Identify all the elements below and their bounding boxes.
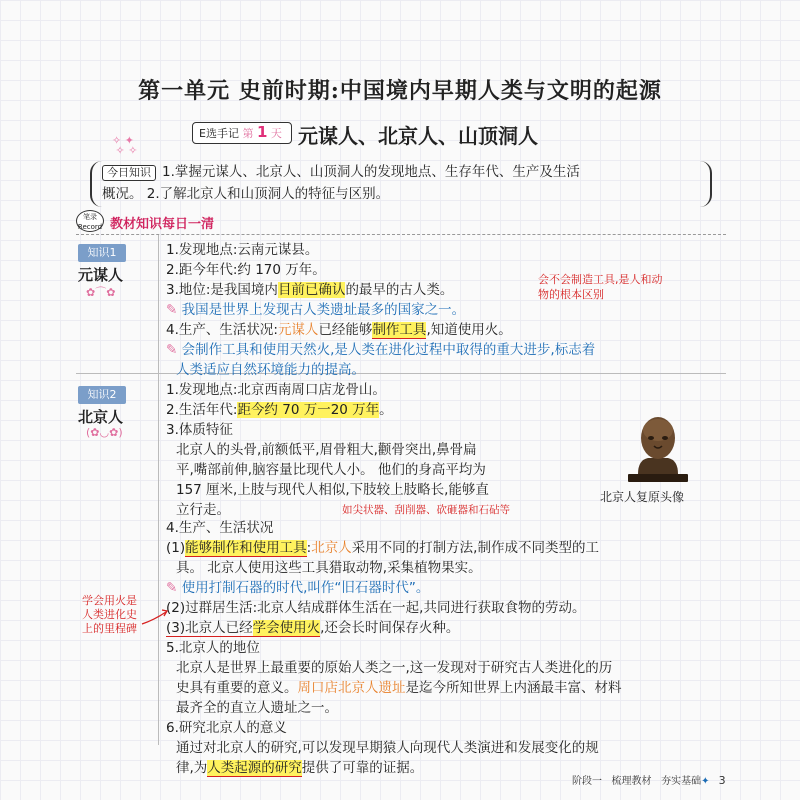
k2-line-8: 4.生产、生活状况 (166, 520, 274, 536)
footer-stage: 阶段一 (572, 776, 602, 787)
knowledge-tag-2: 知识2 (78, 386, 126, 404)
record-stamp-top: 笔录 (83, 213, 97, 221)
k1-line-5 (166, 320, 512, 340)
footer-section: 梳理教材 (611, 776, 652, 787)
k2-line-12: (2)过群居生活:北京人结成群体生活在一起,共同进行获取食物的劳动。 (166, 600, 586, 616)
k2-l20-highlight: 人类起源的研究 (207, 760, 302, 776)
k2-line-4: 北京人的头骨,前额低平,眉骨粗大,颧骨突出,鼻骨扁 (176, 442, 477, 458)
k2-l9-post: 采用不同的打制方法,制作成不同类型的工 (351, 540, 599, 556)
k2-l13-highlight: 学会使用火 (252, 620, 321, 636)
divider-dashed (76, 234, 726, 235)
side-annotation-3: 上的里程碑 (82, 622, 137, 635)
k2-line-6: 157 厘米,上肢与现代人相似,下肢较上肢略长,能够直 (176, 482, 489, 498)
star-icon: ✦ (701, 776, 710, 787)
k2-line-20 (176, 758, 423, 778)
page-number: 3 (718, 774, 726, 787)
k1-line-1: 1.发现地点:云南元谋县。 (166, 242, 319, 258)
k2-line-14: 5.北京人的地位 (166, 640, 260, 656)
k2-line-18: 6.研究北京人的意义 (166, 720, 287, 736)
margin-line (158, 235, 159, 745)
k2-l16-orange: 周口店北京人遗址 (297, 680, 406, 696)
k2-line-19: 通过对北京人的研究,可以发现早期猿人向现代人类演进和发展变化的规 (176, 740, 599, 756)
knowledge-tag-1: 知识1 (78, 244, 126, 262)
k2-line-10: 具。 北京人使用这些工具猎取动物,采集植物果实。 (176, 560, 482, 576)
k2-l20-pre: 律,为 (176, 760, 208, 776)
k2-l16-pre: 史具有重要的意义。 (176, 680, 298, 696)
record-stamp-bottom: Record (77, 223, 103, 231)
goals-text-1: 1.掌握元谋人、北京人、山顶洞人的发现地点、生存年代、生产及生活 (162, 164, 580, 180)
k2-l13-post: ,还会长时间保存火种。 (320, 620, 460, 636)
page-title: 第一单元 史前时期:中国境内早期人类与文明的起源 (138, 78, 662, 104)
k2-l20-post: 提供了可靠的证据。 (301, 760, 424, 776)
k1-l6-text: 会制作工具和使用天然火,是人类在进化过程中取得的重大进步,标志着 (181, 342, 596, 358)
k2-l2-pre: 2.生活年代: (166, 402, 238, 418)
day-pre: 第 (242, 127, 254, 140)
goals-box (90, 161, 712, 207)
k2-l13-pre: (3)北京人已经 (166, 620, 253, 636)
k2-line-13 (166, 618, 459, 638)
k1-l3-pre: 3.地位:是我国境内 (166, 282, 278, 298)
goals-line-2: 概况。 2.了解北京人和山顶洞人的特征与区别。 (102, 186, 390, 202)
k2-line-2 (166, 400, 393, 420)
k2-l9-highlight: 能够制作和使用工具 (185, 540, 307, 556)
k2-l11-text: 使用打制石器的时代,叫作“旧石器时代”。 (181, 580, 430, 596)
stars-decoration-icon: ✧ ✦ ✧ ✧ (112, 134, 138, 157)
k2-l2-post: 。 (379, 402, 393, 418)
k1-line-4 (166, 300, 465, 320)
k2-line-5: 平,嘴部前伸,脑容量比现代人小。 他们的身高平均为 (176, 462, 486, 478)
k2-l16-post: 是迄今所知世界上内涵最丰富、材料 (405, 680, 622, 696)
k2-l2-highlight: 距今约 70 万一20 万年 (237, 402, 380, 418)
tool-annotation: 如尖状器、刮削器、砍砸器和石砧等 (342, 504, 510, 516)
day-badge (192, 122, 292, 144)
page-footer (572, 772, 726, 787)
peking-man-bust-image (608, 408, 708, 484)
footer-basis: 夯实基础 (661, 776, 702, 787)
k2-l9-pre: (1) (166, 540, 186, 556)
k2-line-1: 1.发现地点:北京西南周口店龙骨山。 (166, 382, 386, 398)
day-label: E选手记 (199, 127, 239, 140)
pencil-icon: ✎ (166, 302, 178, 318)
k1-l5-mid: 已经能够 (318, 322, 373, 338)
k1-line-6 (166, 340, 595, 360)
k2-l9-mid: : (306, 540, 312, 556)
lesson-title: 元谋人、北京人、山顶洞人 (298, 124, 538, 148)
image-caption: 北京人复原头像 (600, 490, 685, 504)
k1-line-2: 2.距今年代:约 170 万年。 (166, 262, 326, 278)
k2-line-15: 北京人是世界上最重要的原始人类之一,这一发现对于研究古人类进化的历 (176, 660, 613, 676)
k1-annotation-2: 物的根本区别 (538, 288, 604, 301)
goals-tag: 今日知识 (102, 165, 156, 181)
arrow-icon (140, 600, 170, 630)
k1-l5-highlight: 制作工具 (372, 322, 427, 338)
side-annotation-2: 人类进化史 (82, 608, 137, 621)
k1-line-7: 人类适应自然环境能力的提高。 (176, 362, 365, 378)
day-post: 天 (270, 127, 282, 140)
k1-line-3 (166, 280, 453, 300)
k1-l4-text: 我国是世界上发现古人类遗址最多的国家之一。 (181, 302, 466, 318)
k2-line-3: 3.体质特征 (166, 422, 233, 438)
k2-line-11 (166, 578, 429, 598)
knowledge-name-1: 元谋人 (78, 266, 124, 284)
k2-line-16 (176, 678, 622, 698)
side-annotation (82, 594, 137, 636)
k2-line-17: 最齐全的直立人遗址之一。 (176, 700, 338, 716)
divider-section (76, 373, 726, 374)
k1-l5-orange: 元谋人 (277, 322, 319, 338)
k2-line-9 (166, 538, 599, 558)
k1-l5-pre: 4.生产、生活状况: (166, 322, 278, 338)
k2-line-7: 立行走。 (176, 502, 230, 518)
side-annotation-1: 学会用火是 (82, 594, 137, 607)
knowledge-name-2: 北京人 (78, 408, 124, 426)
k1-annotation-1: 会不会制造工具,是人和动 (538, 273, 663, 286)
pencil-icon: ✎ (166, 342, 178, 358)
k2-l9-orange: 北京人 (311, 540, 352, 556)
ribbon-deco-icon: ✿⌒✿ (86, 286, 116, 299)
goals-line-1 (102, 161, 700, 183)
day-number: 1 (256, 123, 268, 141)
pencil-icon: ✎ (166, 580, 178, 596)
k1-l5-post: ,知道使用火。 (426, 322, 512, 338)
k1-l3-highlight: 目前已确认 (277, 282, 346, 298)
k1-l3-post: 的最早的古人类。 (345, 282, 454, 298)
k1-annotation (538, 272, 663, 302)
bow-deco-icon: (✿◡✿) (86, 426, 123, 439)
record-title: 教材知识每日一清 (110, 217, 215, 232)
record-stamp-icon (76, 210, 104, 232)
